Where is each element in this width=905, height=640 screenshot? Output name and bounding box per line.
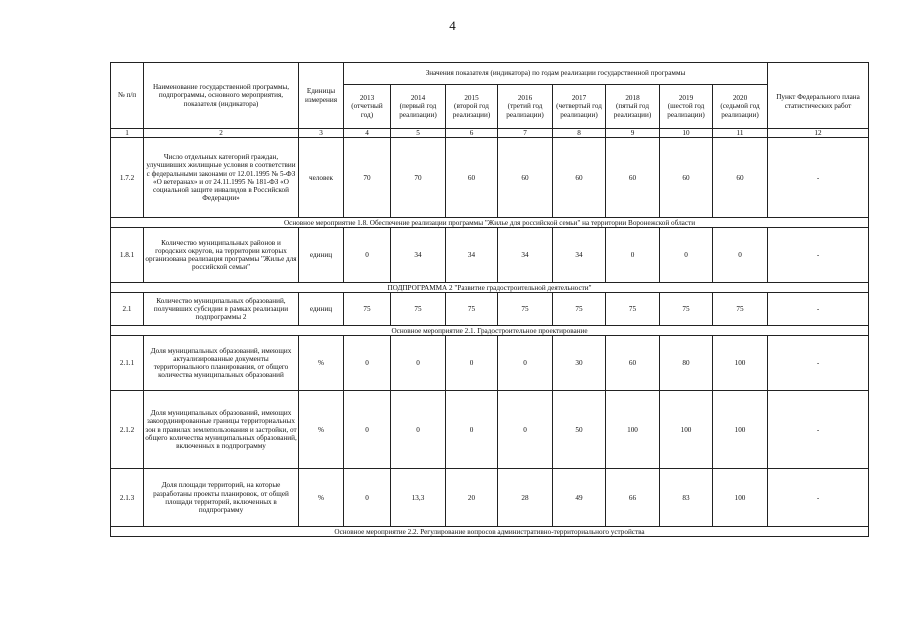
- page-number: 4: [449, 18, 456, 33]
- row-value: 34: [446, 228, 498, 283]
- indicators-table: [110, 62, 869, 537]
- row-value: 60: [446, 138, 498, 218]
- row-name: Доля площади территорий, на которые разработаны проекты планировок, от общей площади территорий, включенных в подпрограмму: [144, 469, 299, 527]
- row-unit: %: [299, 336, 344, 391]
- row-num: 2.1.2: [111, 391, 144, 469]
- header-name: Наименование государственной программы, подпрограммы, основного мероприятия, показателя (индикатора): [144, 63, 299, 129]
- table-row: [111, 391, 869, 469]
- col-number: 9: [606, 129, 660, 138]
- measure-1-8-title: Основное мероприятие 1.8. Обеспечение реализации программы "Жилье для российской семьи" на территории Воронежской области: [111, 218, 869, 228]
- row-value: 75: [553, 293, 606, 326]
- col-number: 6: [446, 129, 498, 138]
- row-value: 34: [553, 228, 606, 283]
- row-value: 100: [713, 391, 768, 469]
- row-value: 60: [713, 138, 768, 218]
- col-number: 10: [660, 129, 713, 138]
- subprogram-2-title: ПОДПРОГРАММА 2 "Развитие градостроительной деятельности": [111, 283, 869, 293]
- row-unit: %: [299, 391, 344, 469]
- row-plan: -: [768, 469, 869, 527]
- header-plan: Пункт Федерального плана статистических работ: [768, 63, 869, 129]
- row-value: 0: [606, 228, 660, 283]
- row-value: 0: [344, 336, 391, 391]
- row-value: 75: [446, 293, 498, 326]
- row-value: 13,3: [391, 469, 446, 527]
- row-value: 75: [660, 293, 713, 326]
- row-name: Доля муниципальных образований, имеющих закоординированные границы территориальных зон в правилах землепользования и застройки, от общего количества муниципальных образований, включенных в подпрограмму: [144, 391, 299, 469]
- row-value: 75: [713, 293, 768, 326]
- col-number: 8: [553, 129, 606, 138]
- row-value: 0: [344, 228, 391, 283]
- row-name: Количество муниципальных районов и городских округов, на территории которых организована реализация программы "Жилье для российской семьи": [144, 228, 299, 283]
- row-value: 20: [446, 469, 498, 527]
- row-value: 0: [344, 469, 391, 527]
- row-value: 49: [553, 469, 606, 527]
- row-value: 70: [344, 138, 391, 218]
- row-value: 60: [553, 138, 606, 218]
- header-year: 2016 (третий год реализации): [498, 85, 553, 129]
- table-row: [111, 469, 869, 527]
- row-plan: -: [768, 228, 869, 283]
- row-value: 60: [606, 336, 660, 391]
- row-value: 0: [344, 391, 391, 469]
- row-name: Количество муниципальных образований, получивших субсидии в рамках реализации подпрограммы 2: [144, 293, 299, 326]
- header-values-title: Значения показателя (индикатора) по годам реализации государственной программы: [344, 63, 768, 85]
- row-value: 0: [391, 391, 446, 469]
- header-year: 2018 (пятый год реализации): [606, 85, 660, 129]
- row-value: 100: [606, 391, 660, 469]
- header-year: 2019 (шестой год реализации): [660, 85, 713, 129]
- col-number: 5: [391, 129, 446, 138]
- row-value: 0: [446, 391, 498, 469]
- table-row: [111, 336, 869, 391]
- row-value: 75: [344, 293, 391, 326]
- row-value: 0: [498, 336, 553, 391]
- row-value: 34: [498, 228, 553, 283]
- row-num: 2.1.3: [111, 469, 144, 527]
- row-value: 75: [391, 293, 446, 326]
- row-value: 0: [713, 228, 768, 283]
- row-value: 80: [660, 336, 713, 391]
- header-num: № п/п: [111, 63, 144, 129]
- row-plan: -: [768, 336, 869, 391]
- table-row: [111, 293, 869, 326]
- row-value: 60: [498, 138, 553, 218]
- col-number: 12: [768, 129, 869, 138]
- row-plan: -: [768, 391, 869, 469]
- row-value: 0: [660, 228, 713, 283]
- col-number: 4: [344, 129, 391, 138]
- header-year: 2014 (первый год реализации): [391, 85, 446, 129]
- row-value: 0: [391, 336, 446, 391]
- row-plan: -: [768, 138, 869, 218]
- row-plan: -: [768, 293, 869, 326]
- row-value: 30: [553, 336, 606, 391]
- row-value: 75: [498, 293, 553, 326]
- row-value: 100: [713, 336, 768, 391]
- row-value: 60: [606, 138, 660, 218]
- row-value: 60: [660, 138, 713, 218]
- row-unit: единиц: [299, 228, 344, 283]
- row-value: 0: [446, 336, 498, 391]
- row-num: 2.1.1: [111, 336, 144, 391]
- row-value: 83: [660, 469, 713, 527]
- header-year: 2020 (седьмой год реализации): [713, 85, 768, 129]
- row-unit: единиц: [299, 293, 344, 326]
- row-value: 75: [606, 293, 660, 326]
- row-num: 2.1: [111, 293, 144, 326]
- row-value: 50: [553, 391, 606, 469]
- row-value: 66: [606, 469, 660, 527]
- row-value: 0: [498, 391, 553, 469]
- table-row: [111, 138, 869, 218]
- row-num: 1.7.2: [111, 138, 144, 218]
- row-value: 34: [391, 228, 446, 283]
- row-unit: %: [299, 469, 344, 527]
- header-year: 2015 (второй год реализации): [446, 85, 498, 129]
- row-value: 100: [713, 469, 768, 527]
- col-number: 7: [498, 129, 553, 138]
- col-number: 3: [299, 129, 344, 138]
- row-num: 1.8.1: [111, 228, 144, 283]
- header-year: 2013 (отчетный год): [344, 85, 391, 129]
- row-value: 100: [660, 391, 713, 469]
- row-name: Число отдельных категорий граждан, улучшивших жилищные условия в соответствии с федеральными законами от 12.01.1995 № 5-ФЗ «О ветеранах» и от 24.11.1995 № 181-ФЗ «О социальной защите инвалидов в Российской Федерации»: [144, 138, 299, 218]
- header-year: 2017 (четвертый год реализации): [553, 85, 606, 129]
- row-unit: человек: [299, 138, 344, 218]
- col-number: 2: [144, 129, 299, 138]
- col-number: 1: [111, 129, 144, 138]
- measure-2-1-title: Основное мероприятие 2.1. Градостроительное проектирование: [111, 326, 869, 336]
- row-value: 70: [391, 138, 446, 218]
- table-row: [111, 228, 869, 283]
- row-name: Доля муниципальных образований, имеющих актуализированные документы территориального планирования, от общего количества муниципальных образований: [144, 336, 299, 391]
- row-value: 28: [498, 469, 553, 527]
- col-number: 11: [713, 129, 768, 138]
- header-unit: Единицы измерения: [299, 63, 344, 129]
- measure-2-2-title: Основное мероприятие 2.2. Регулирование вопросов административно-территориального устройства: [111, 527, 869, 537]
